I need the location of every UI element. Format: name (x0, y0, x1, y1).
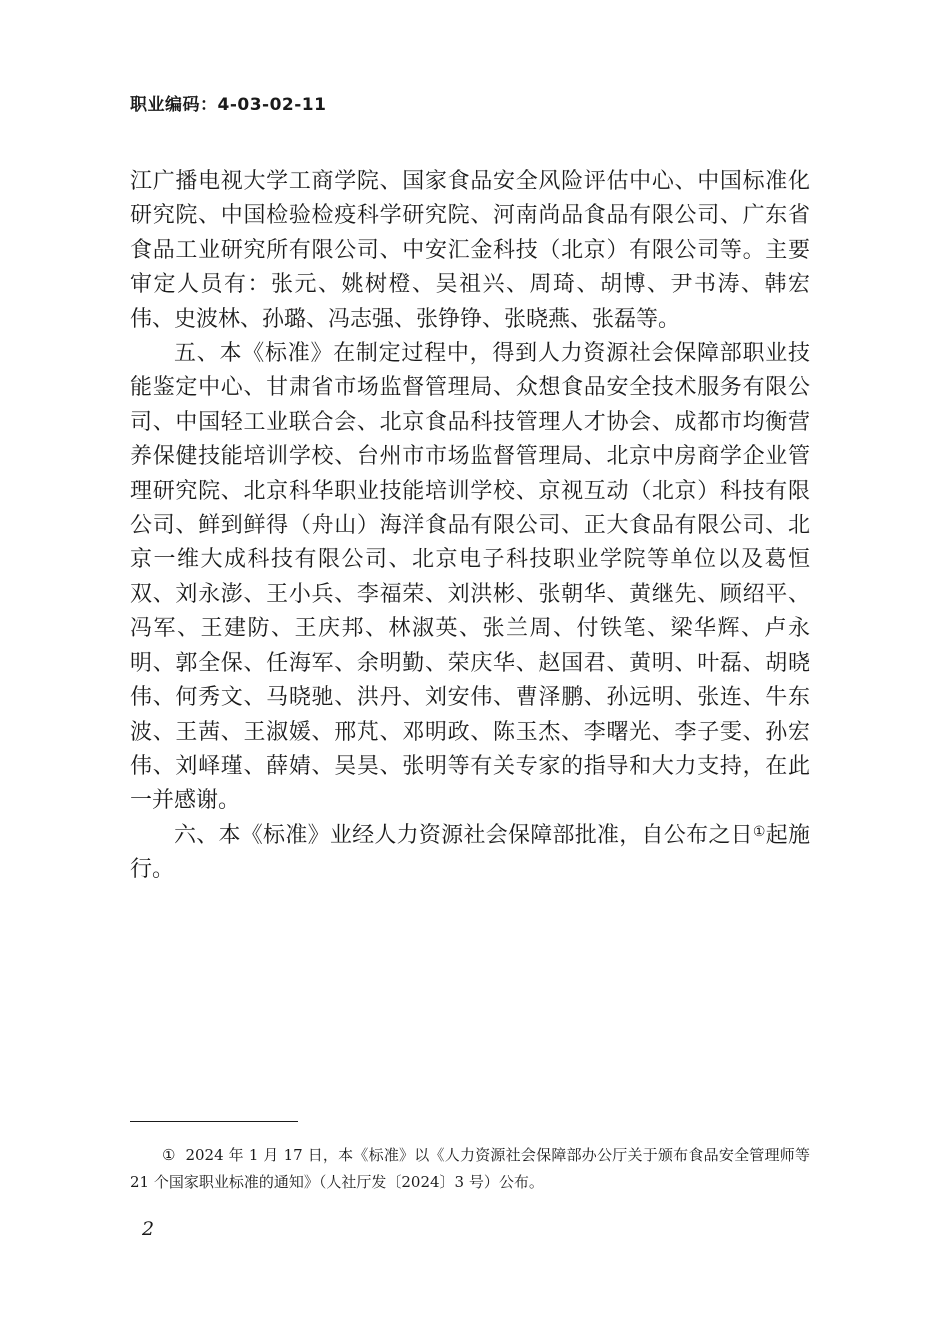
paragraph-six-text-end: 起施行。 (130, 822, 810, 883)
paragraph-continuation: 江广播电视大学工商学院、国家食品安全风险评估中心、中国标准化研究院、中国检验检疫科学研究院、河南尚品食品有限公司、广东省食品工业研究所有限公司、中安汇金科技（北京）有限公司等。主要审定人员有：张元、姚树橙、吴祖兴、周琦、胡博、尹书涛、韩宏伟、史波林、孙璐、冯志强、张铮铮、张晓燕、张磊等。 (130, 169, 810, 332)
footnote-reference[interactable]: ① (752, 823, 766, 840)
paragraph-five: 五、本《标准》在制定过程中，得到人力资源社会保障部职业技能鉴定中心、甘肃省市场监督管理局、众想食品安全技术服务有限公司、中国轻工业联合会、北京食品科技管理人才协会、成都市均衡营养保健技能培训学校、台州市市场监督管理局、北京中房商学企业管理研究院、北京科华职业技能培训学校、京视互动（北京）科技有限公司、鲜到鲜得（舟山）海洋食品有限公司、正大食品有限公司、北京一维大成科技有限公司、北京电子科技职业学院等单位以及葛恒双、刘永澎、王小兵、李福荣、刘洪彬、张朝华、黄继先、顾绍平、冯军、王建防、王庆邦、林淑英、张兰周、付铁笔、梁华辉、卢永明、郭全保、任海军、余明勤、荣庆华、赵国君、黄明、叶磊、胡晓伟、何秀文、马晓驰、洪丹、刘安伟、曹泽鹏、孙远明、张连、牛东波、王茜、王淑媛、邢芃、邓明政、陈玉杰、李曙光、李子雯、孙宏伟、刘峄瑾、薛婧、吴昊、张明等有关专家的指导和大力支持，在此一并感谢。 (130, 341, 810, 814)
footnote-mark: ① (162, 1146, 176, 1164)
body-text (130, 165, 810, 888)
occupation-code-header: 职业编码：4-03-02-11 (130, 95, 327, 115)
footnote-text: 2024 年 1 月 17 日，本《标准》以《人力资源社会保障部办公厅关于颁布食品安全管理师等 21 个国家职业标准的通知》（人社厅发〔2024〕3 号）公布。 (130, 1146, 810, 1191)
page-number: 2 (142, 1218, 155, 1240)
paragraph-six-text: 六、本《标准》业经人力资源社会保障部批准，自公布之日 (174, 822, 753, 848)
paragraph-six (130, 819, 810, 888)
footnote-divider (130, 1121, 298, 1122)
footnote (130, 1142, 810, 1196)
